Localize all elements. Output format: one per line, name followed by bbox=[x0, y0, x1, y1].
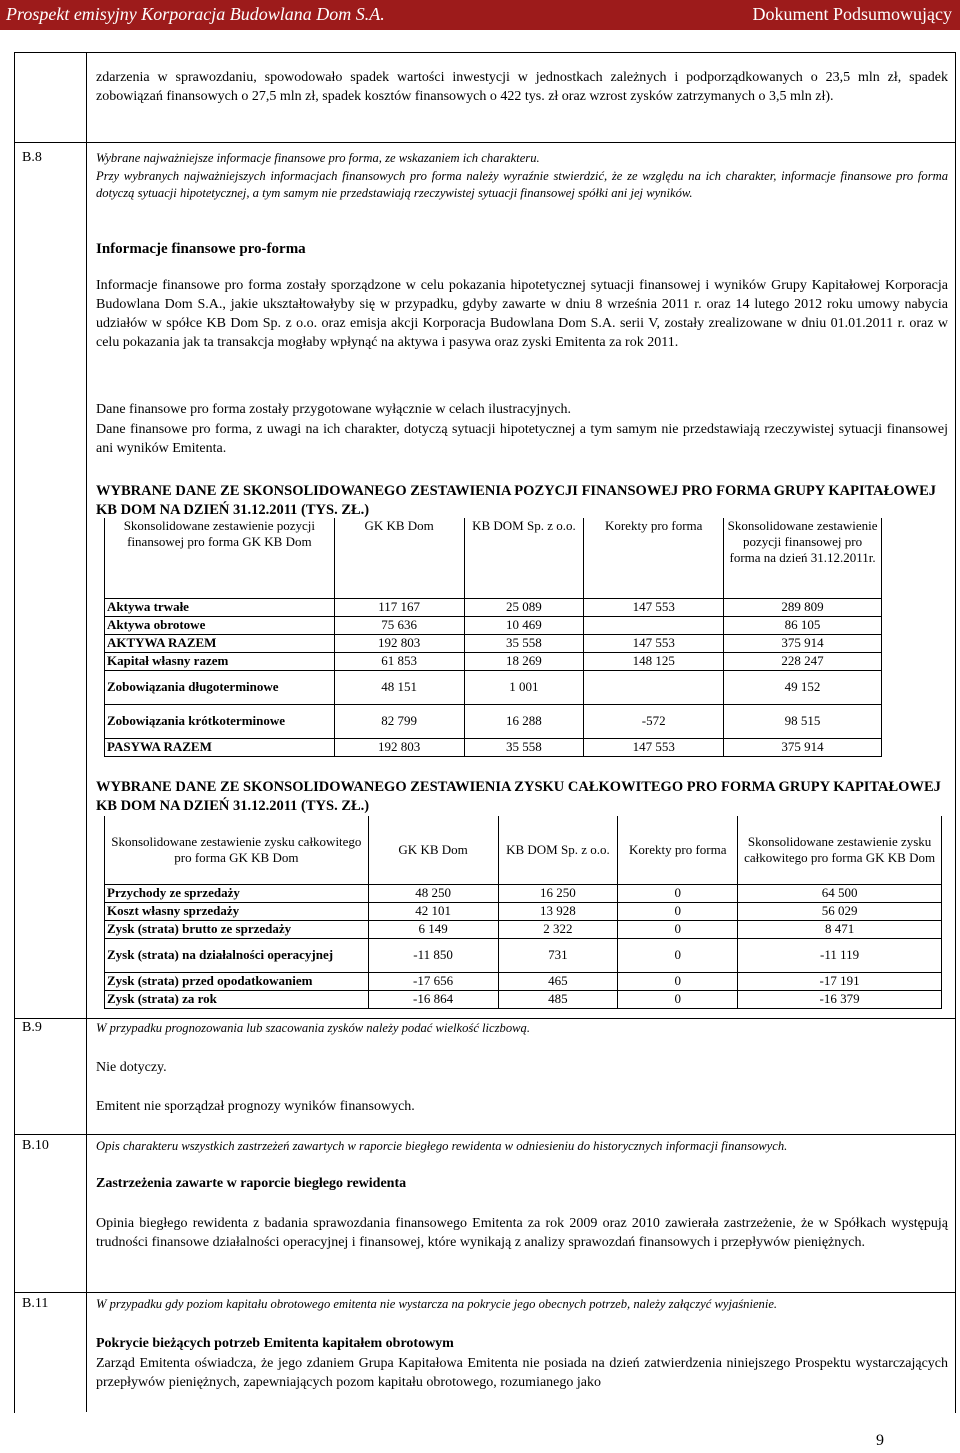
table-cell: 8 471 bbox=[738, 920, 942, 938]
table-row bbox=[105, 972, 942, 990]
b9-title: W przypadku prognozowania lub szacowania zysków należy podać wielkość liczbową. bbox=[96, 1021, 530, 1035]
table-cell: 10 469 bbox=[464, 616, 584, 634]
table-cell: -11 850 bbox=[368, 938, 498, 972]
table-cell: AKTYWA RAZEM bbox=[105, 634, 335, 652]
table-cell: 6 149 bbox=[368, 920, 498, 938]
table-cell: 86 105 bbox=[724, 616, 882, 634]
section-label-b10: B.10 bbox=[22, 1138, 49, 1153]
table-cell: Aktywa obrotowe bbox=[105, 616, 335, 634]
table-cell: 48 250 bbox=[368, 884, 498, 902]
column-divider bbox=[86, 52, 87, 1412]
b8-para2: Dane finansowe pro forma zostały przygotowane wyłącznie w celach ilustracyjnych. bbox=[96, 402, 572, 417]
table-cell: 147 553 bbox=[584, 634, 724, 652]
header-right: Dokument Podsumowujący bbox=[752, 4, 952, 24]
table-cell: 35 558 bbox=[464, 634, 584, 652]
b8-note: Przy wybranych najważniejszych informacjach finansowych pro forma należy wyraźnie stwierdzić, że ze względu na ich charakter, informacje finansowe pro forma dotyczą sytuacji hipotetycznej, a tym samym nie przedstawiają rzeczywistej sytuacji finansowej spółki ani jej wyników. bbox=[96, 169, 948, 200]
table-cell: Przychody ze sprzedaży bbox=[105, 884, 369, 902]
table-row bbox=[105, 884, 942, 902]
table-cell: 148 125 bbox=[584, 652, 724, 670]
table-cell: Aktywa trwałe bbox=[105, 598, 335, 616]
table-row bbox=[105, 990, 942, 1008]
table-row bbox=[105, 704, 882, 738]
table-cell: -572 bbox=[584, 704, 724, 738]
table-cell: 61 853 bbox=[334, 652, 464, 670]
table-comprehensive-income bbox=[104, 816, 942, 1009]
header-left: Prospekt emisyjny Korporacja Budowlana Dom S.A. bbox=[6, 4, 385, 24]
table2-header: Skonsolidowane zestawienie zysku całkowitego pro forma GK KB Dom bbox=[105, 816, 369, 884]
table-cell: 0 bbox=[618, 920, 738, 938]
b9-text1: Nie dotyczy. bbox=[96, 1060, 167, 1075]
b8-heading: Informacje finansowe pro-forma bbox=[96, 241, 306, 257]
table-cell: 82 799 bbox=[334, 704, 464, 738]
table-cell: 117 167 bbox=[334, 598, 464, 616]
table-cell: 375 914 bbox=[724, 738, 882, 756]
table2-header: Skonsolidowane zestawienie zysku całkowitego pro forma GK KB Dom bbox=[738, 816, 942, 884]
table-cell: 147 553 bbox=[584, 598, 724, 616]
section-label-b9: B.9 bbox=[22, 1020, 42, 1035]
divider-b11 bbox=[14, 1292, 955, 1293]
table-cell: -16 379 bbox=[738, 990, 942, 1008]
page-header bbox=[0, 0, 960, 30]
section-label-b8: B.8 bbox=[22, 150, 42, 165]
table-cell: 1 001 bbox=[464, 670, 584, 704]
b11-text: Zarząd Emitenta oświadcza, że jego zdaniem Grupa Kapitałowa Emitenta nie posiada na dzień zatwierdzenia niniejszego Prospektu wystarczających przepływów pieniężnych, zapewniających pozom kapitału obrotowego, rozumianego jako bbox=[96, 1356, 948, 1390]
table-cell: -11 119 bbox=[738, 938, 942, 972]
table1-header: Korekty pro forma bbox=[584, 518, 724, 598]
table-cell: Koszt własny sprzedaży bbox=[105, 902, 369, 920]
table-cell: Zobowiązania długoterminowe bbox=[105, 670, 335, 704]
table-row bbox=[105, 670, 882, 704]
table-cell: PASYWA RAZEM bbox=[105, 738, 335, 756]
table-cell: 16 288 bbox=[464, 704, 584, 738]
table-cell: 56 029 bbox=[738, 902, 942, 920]
table-row bbox=[105, 634, 882, 652]
table-cell: Zysk (strata) przed opodatkowaniem bbox=[105, 972, 369, 990]
table-row bbox=[105, 652, 882, 670]
table-row bbox=[105, 902, 942, 920]
table-cell: 0 bbox=[618, 972, 738, 990]
section-label-b11: B.11 bbox=[22, 1296, 49, 1311]
table2-header: Korekty pro forma bbox=[618, 816, 738, 884]
table-cell: 35 558 bbox=[464, 738, 584, 756]
table-cell: 48 151 bbox=[334, 670, 464, 704]
table-cell: 42 101 bbox=[368, 902, 498, 920]
table2-header: KB DOM Sp. z o.o. bbox=[498, 816, 618, 884]
table-cell: 289 809 bbox=[724, 598, 882, 616]
table1-header: GK KB Dom bbox=[334, 518, 464, 598]
b8-para1: Informacje finansowe pro forma zostały sporządzone w celu pokazania hipotetycznej sytuacji finansowej i wyników Grupy Kapitałowej Korporacja Budowlana Dom S.A., jakie ukształtowałyby się w przypadku, gdyby zawarte w dniu 8 września 2011 r. oraz 14 lutego 2012 roku umowy nabycia udziałów w spółce KB Dom Sp. z o.o. oraz emisja akcji Korporacja Budowlana Dom S.A. serii V, zostały zrealizowane w dniu 01.01.2011 r. oraz w celu pokazania jak ta transakcja mogłaby wpłynąć na aktywa i pasywa oraz zyski Emitenta za rok 2011. bbox=[96, 278, 948, 350]
table1-header: KB DOM Sp. z o.o. bbox=[464, 518, 584, 598]
table-row bbox=[105, 616, 882, 634]
table-cell: 75 636 bbox=[334, 616, 464, 634]
table-row bbox=[105, 738, 882, 756]
table1-header: Skonsolidowane zestawienie pozycji finansowej pro forma GK KB Dom bbox=[105, 518, 335, 598]
table-cell: -17 191 bbox=[738, 972, 942, 990]
table-cell: 49 152 bbox=[724, 670, 882, 704]
table1-header-row bbox=[105, 518, 882, 598]
b8-para3: Dane finansowe pro forma, z uwagi na ich charakter, dotyczą sytuacji hipotetycznej a tym samym nie przedstawiają rzeczywistej sytuacji finansowej ani wyników Emitenta. bbox=[96, 422, 948, 456]
table-cell: 2 322 bbox=[498, 920, 618, 938]
table-cell: 485 bbox=[498, 990, 618, 1008]
b10-title: Opis charakteru wszystkich zastrzeżeń zawartych w raporcie biegłego rewidenta w odniesieniu do historycznych informacji finansowych. bbox=[96, 1139, 788, 1153]
table2-title: WYBRANE DANE ZE SKONSOLIDOWANEGO ZESTAWIENIA ZYSKU CAŁKOWITEGO PRO FORMA GRUPY KAPITAŁOWEJ KB DOM NA DZIEŃ 31.12.2011 (TYS. ZŁ.) bbox=[96, 779, 941, 814]
table-cell: Zysk (strata) brutto ze sprzedaży bbox=[105, 920, 369, 938]
table-cell: Zysk (strata) na działalności operacyjnej bbox=[105, 938, 369, 972]
table-cell: -16 864 bbox=[368, 990, 498, 1008]
table-row bbox=[105, 920, 942, 938]
b10-text: Opinia biegłego rewidenta z badania sprawozdania finansowego Emitenta za rok 2009 oraz 2010 zawierała zastrzeżenie, że w Spółkach występują trudności finansowe działalności operacyjnej i finansowej, które wynikają z analizy sprawozdań finansowych i przepływów pieniężnych. bbox=[96, 1216, 948, 1250]
page-number: 9 bbox=[876, 1432, 884, 1449]
b10-heading: Zastrzeżenia zawarte w raporcie biegłego rewidenta bbox=[96, 1176, 407, 1191]
b9-text2: Emitent nie sporządzał prognozy wyników finansowych. bbox=[96, 1099, 415, 1114]
table-cell: 98 515 bbox=[724, 704, 882, 738]
b11-heading: Pokrycie bieżących potrzeb Emitenta kapitałem obrotowym bbox=[96, 1336, 454, 1351]
table-cell: 25 089 bbox=[464, 598, 584, 616]
intro-text: zdarzenia w sprawozdaniu, spowodowało spadek wartości inwestycji w jednostkach zależnych i podporządkowanych o 23,5 mln zł, spadek zobowiązań finansowych o 27,5 mln zł, spadek kosztów finansowych o 422 tys. zł oraz wzrost zysków zatrzymanych o 3,5 mln zł). bbox=[96, 70, 948, 104]
table1-header: Skonsolidowane zestawienie pozycji finansowej pro forma na dzień 31.12.2011r. bbox=[724, 518, 882, 598]
divider-b8 bbox=[14, 142, 955, 143]
table-cell bbox=[584, 670, 724, 704]
divider-b10 bbox=[14, 1134, 955, 1135]
b11-title: W przypadku gdy poziom kapitału obrotowego emitenta nie wystarcza na pokrycie jego obecnych potrzeb, należy załączyć wyjaśnienie. bbox=[96, 1297, 778, 1311]
table-cell: Zysk (strata) za rok bbox=[105, 990, 369, 1008]
table-cell: 0 bbox=[618, 902, 738, 920]
table1-title: WYBRANE DANE ZE SKONSOLIDOWANEGO ZESTAWIENIA POZYCJI FINANSOWEJ PRO FORMA GRUPY KAPITAŁOWEJ KB DOM NA DZIEŃ 31.12.2011 (TYS. ZŁ.) bbox=[96, 483, 937, 518]
table-cell: 228 247 bbox=[724, 652, 882, 670]
table2-header: GK KB Dom bbox=[368, 816, 498, 884]
table-row bbox=[105, 938, 942, 972]
table-cell bbox=[584, 616, 724, 634]
table-financial-position bbox=[104, 518, 882, 757]
table-cell: 731 bbox=[498, 938, 618, 972]
table-cell: 465 bbox=[498, 972, 618, 990]
table-cell: 13 928 bbox=[498, 902, 618, 920]
table2-header-row bbox=[105, 816, 942, 884]
table-cell: Kapitał własny razem bbox=[105, 652, 335, 670]
table-cell: 0 bbox=[618, 990, 738, 1008]
table-cell: 192 803 bbox=[334, 634, 464, 652]
divider-b9 bbox=[14, 1018, 955, 1019]
table-cell: 375 914 bbox=[724, 634, 882, 652]
table-cell: 16 250 bbox=[498, 884, 618, 902]
table-cell: -17 656 bbox=[368, 972, 498, 990]
table-row bbox=[105, 598, 882, 616]
table-cell: 0 bbox=[618, 938, 738, 972]
table-cell: 147 553 bbox=[584, 738, 724, 756]
b8-title: Wybrane najważniejsze informacje finansowe pro forma, ze wskazaniem ich charakteru. bbox=[96, 151, 540, 165]
table-cell: 64 500 bbox=[738, 884, 942, 902]
table-cell: Zobowiązania krótkoterminowe bbox=[105, 704, 335, 738]
table-cell: 0 bbox=[618, 884, 738, 902]
table-cell: 192 803 bbox=[334, 738, 464, 756]
table-cell: 18 269 bbox=[464, 652, 584, 670]
